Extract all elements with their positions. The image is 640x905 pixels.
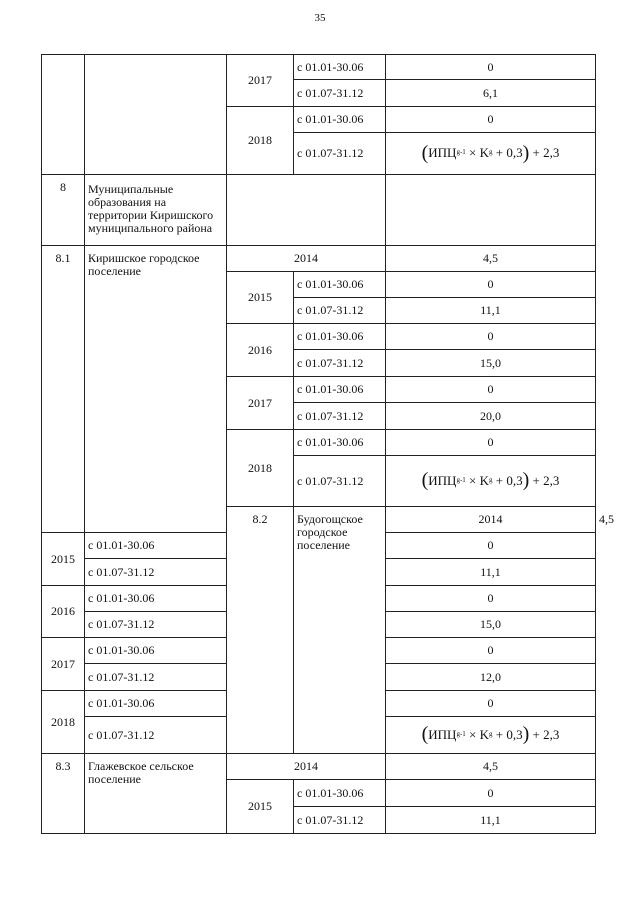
- period-cell: с 01.01-30.06: [85, 638, 227, 664]
- year-cell: 2016: [42, 586, 85, 638]
- value-cell: 11,1: [386, 559, 596, 586]
- period-cell: с 01.07-31.12: [294, 298, 386, 324]
- year-cell: 2017: [227, 377, 294, 430]
- period-cell: с 01.07-31.12: [294, 456, 386, 507]
- period-cell: с 01.07-31.12: [294, 403, 386, 430]
- value-cell: 20,0: [386, 403, 596, 430]
- value-cell: 11,1: [386, 807, 596, 834]
- year-cell: 2017: [42, 638, 85, 691]
- table-row: [42, 55, 596, 80]
- value-cell: 15,0: [386, 350, 596, 377]
- section-number: 8.1: [42, 246, 85, 533]
- value-cell: 6,1: [386, 80, 596, 107]
- period-cell: с 01.07-31.12: [85, 559, 227, 586]
- year-cell: 2014: [386, 507, 596, 533]
- value-cell: 0: [386, 533, 596, 559]
- period-cell: с 01.01-30.06: [294, 377, 386, 403]
- year-cell: 2018: [42, 691, 85, 754]
- formula-cell: [386, 717, 596, 754]
- value-cell: 0: [386, 430, 596, 456]
- period-cell: с 01.01-30.06: [85, 691, 227, 717]
- period-cell: с 01.07-31.12: [85, 717, 227, 754]
- table-row: [42, 754, 596, 780]
- value-cell: 0: [386, 586, 596, 612]
- value-cell: 4,5: [386, 246, 596, 272]
- period-cell: с 01.01-30.06: [294, 430, 386, 456]
- year-cell: 2018: [227, 107, 294, 175]
- cell-num-empty: [42, 55, 85, 175]
- cell-empty: [227, 175, 386, 246]
- period-cell: с 01.07-31.12: [85, 664, 227, 691]
- period-cell: с 01.07-31.12: [294, 133, 386, 175]
- value-cell: 0: [386, 324, 596, 350]
- formula: ( ИПЦ g-1 × K g + 0,3 ) + 2,3: [421, 141, 560, 164]
- table-row: [42, 175, 596, 246]
- period-cell: с 01.07-31.12: [294, 350, 386, 377]
- year-cell: 2018: [227, 430, 294, 507]
- cell-empty: [386, 175, 596, 246]
- value-cell: 15,0: [386, 612, 596, 638]
- year-cell: 2015: [227, 272, 294, 324]
- period-cell: с 01.07-31.12: [294, 80, 386, 107]
- period-cell: с 01.01-30.06: [294, 107, 386, 133]
- formula: ( ИПЦ g-1 × K g + 0,3 ) + 2,3: [421, 469, 560, 491]
- table-row: [42, 246, 596, 272]
- period-cell: с 01.01-30.06: [85, 533, 227, 559]
- section-number: 8: [42, 175, 85, 246]
- value-cell: 11,1: [386, 298, 596, 324]
- cell-name-empty: [85, 55, 227, 175]
- year-cell: 2014: [227, 246, 386, 272]
- value-cell: 4,5: [386, 754, 596, 780]
- year-cell: 2014: [227, 754, 386, 780]
- period-cell: с 01.01-30.06: [294, 55, 386, 80]
- period-cell: с 01.01-30.06: [85, 586, 227, 612]
- period-cell: с 01.07-31.12: [294, 807, 386, 834]
- formula-cell: [386, 133, 596, 175]
- value-cell: 12,0: [386, 664, 596, 691]
- section-name: Глажевское сельское поселение: [85, 754, 227, 834]
- value-cell: 0: [386, 107, 596, 133]
- value-cell: 0: [386, 55, 596, 80]
- section-name: Муниципальные образования на территории Киришского муниципального района: [85, 175, 227, 246]
- value-cell: 0: [386, 780, 596, 807]
- formula-cell: [386, 456, 596, 507]
- year-cell: 2015: [227, 780, 294, 834]
- section-name: Будогощское городское поселение: [294, 507, 386, 754]
- period-cell: с 01.01-30.06: [294, 780, 386, 807]
- tariff-table: [41, 54, 614, 834]
- table-row: 8.2 Будогощское городское поселение 2014 4,5: [42, 507, 596, 533]
- year-cell: 2015: [42, 533, 85, 586]
- section-number: 8.2: [227, 507, 294, 754]
- value-cell: 0: [386, 272, 596, 298]
- value-cell: 0: [386, 638, 596, 664]
- year-cell: 2016: [227, 324, 294, 377]
- page-number: 35: [314, 12, 326, 24]
- section-name: Киришское городское поселение: [85, 246, 227, 533]
- section-number: 8.3: [42, 754, 85, 834]
- value-cell: 0: [386, 377, 596, 403]
- period-cell: с 01.07-31.12: [85, 612, 227, 638]
- formula: ( ИПЦ g-1 × K g + 0,3 ) + 2,3: [421, 723, 560, 745]
- period-cell: с 01.01-30.06: [294, 324, 386, 350]
- period-cell: с 01.01-30.06: [294, 272, 386, 298]
- value-cell: 0: [386, 691, 596, 717]
- year-cell: 2017: [227, 55, 294, 107]
